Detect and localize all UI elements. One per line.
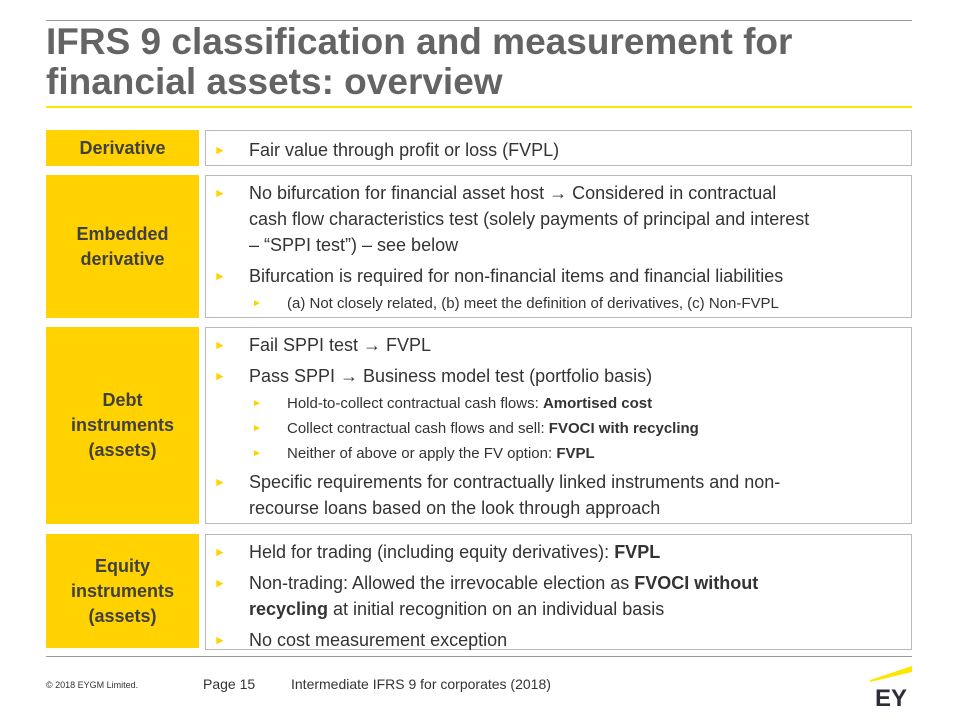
logo-text: EY — [874, 685, 908, 710]
triangle-right-icon: ► — [214, 576, 226, 590]
bullet-item: ► Pass SPPI → Business model test (portfolio basis) — [214, 363, 911, 389]
bullet-item: ► No cost measurement exception — [214, 627, 911, 653]
triangle-right-icon: ► — [214, 269, 226, 283]
row-label-text: Derivative — [79, 137, 166, 158]
bullet-item: ► Held for trading (including equity derivatives): FVPL — [214, 539, 911, 565]
row-content-embedded-derivative — [205, 175, 912, 318]
page-number: Page 15 — [203, 676, 256, 692]
row-label-text: Equity — [94, 555, 150, 576]
triangle-right-icon: ► — [214, 186, 226, 200]
row-label-text: Debt — [102, 390, 143, 410]
row-label-text: derivative — [80, 248, 165, 269]
row-label-debt-instruments — [46, 327, 199, 524]
row-content-equity-instruments — [205, 534, 912, 650]
page-title: IFRS 9 classification and measurement for financial assets: overview — [46, 21, 793, 102]
copyright-text: © 2018 EYGM Limited. — [46, 680, 139, 690]
row-label-text: (assets) — [88, 605, 157, 626]
course-title: Intermediate IFRS 9 for corporates (2018) — [291, 676, 551, 692]
row-content-debt-instruments — [205, 327, 912, 524]
row-label-text: instruments — [70, 415, 175, 435]
triangle-right-icon: ► — [214, 143, 226, 157]
triangle-right-icon: ► — [252, 423, 262, 434]
row-content-derivative — [205, 130, 912, 166]
ey-logo — [870, 662, 912, 710]
bullet-item: ► No bifurcation for financial asset host → Considered in contractual cash flow characteristics test (solely payments of principal and interest – “SPPI test”) – see below — [214, 180, 911, 258]
sub-bullet-item: ► Collect contractual cash flows and sell: FVOCI with recycling — [252, 420, 699, 437]
triangle-right-icon: ► — [214, 545, 226, 559]
footer-rule — [46, 656, 912, 657]
triangle-right-icon: ► — [252, 398, 262, 409]
bullet-item: ► Bifurcation is required for non-financial items and financial liabilities — [214, 263, 911, 289]
row-label-equity-instruments — [46, 534, 199, 648]
sub-bullet-item: ► (a) Not closely related, (b) meet the definition of derivatives, (c) Non-FVPL — [252, 295, 779, 312]
triangle-right-icon: ► — [252, 298, 262, 309]
row-label-text: instruments — [70, 580, 175, 601]
row-label-derivative — [46, 130, 199, 166]
triangle-right-icon: ► — [214, 475, 226, 489]
triangle-right-icon: ► — [252, 448, 262, 459]
title-underline — [46, 106, 912, 108]
triangle-right-icon: ► — [214, 369, 226, 383]
row-label-text: (assets) — [88, 440, 157, 460]
logo-beam-icon — [870, 666, 912, 682]
sub-bullet-item: ► Hold-to-collect contractual cash flows: Amortised cost — [252, 395, 653, 412]
triangle-right-icon: ► — [214, 338, 226, 352]
sub-bullet-item: ► Neither of above or apply the FV option: FVPL — [252, 445, 595, 462]
bullet-item: ► Fail SPPI test → FVPL — [214, 332, 911, 358]
triangle-right-icon: ► — [214, 633, 226, 647]
bullet-item: ► Specific requirements for contractually linked instruments and non- recourse loans based on the look through approach — [214, 469, 911, 521]
row-label-text: Embedded — [76, 223, 169, 244]
bullet-item: ► Fair value through profit or loss (FVPL) — [214, 137, 911, 163]
row-label-embedded-derivative — [46, 175, 199, 318]
bullet-item: ► Non-trading: Allowed the irrevocable election as FVOCI without recycling at initial recognition on an individual basis — [214, 570, 911, 622]
